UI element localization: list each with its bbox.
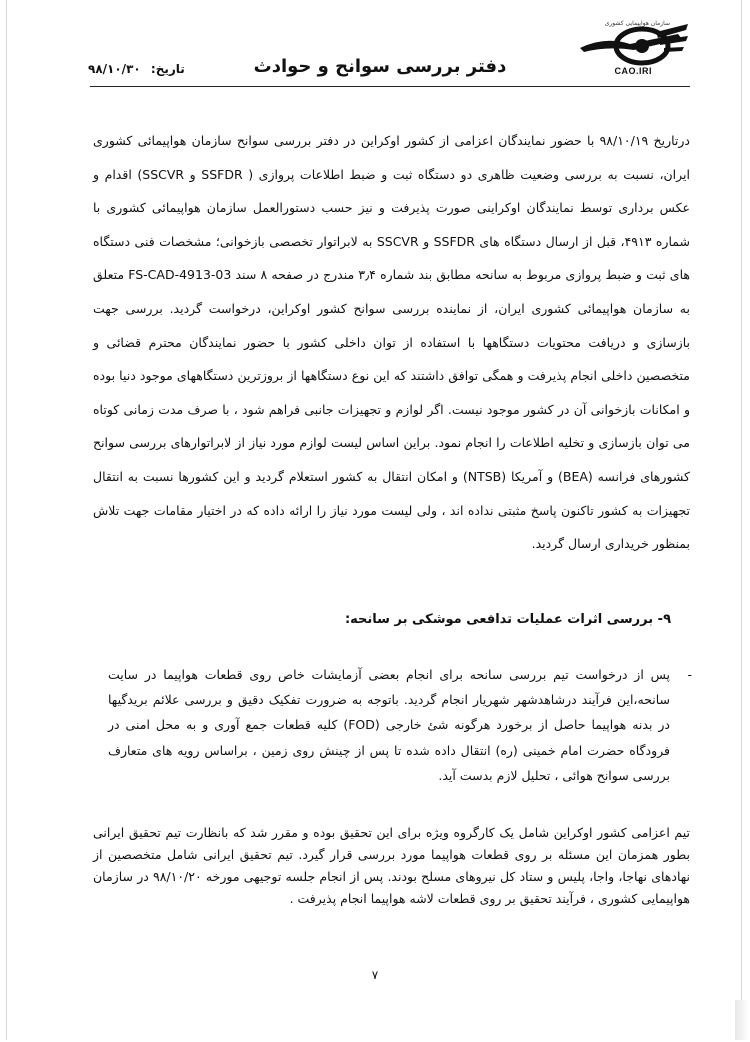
logo-caption: CAO.IRI	[614, 66, 652, 76]
bullet-item	[108, 662, 692, 788]
date-block	[88, 62, 185, 76]
section-title: بررسی اثرات عملیات تدافعی موشکی بر سانحه:	[344, 612, 654, 627]
paragraph-recorders-examination: درتاریخ ۹۸/۱۰/۱۹ با حضور نمایندگان اعزامی از کشور اوکراین در دفتر بررسی سوانح سازمان هواپیمائی کشوری ایران، نسبت به بررسی وضعیت ظاهری دو دستگاه ثبت و ضبط اطلاعات پروازی ( SSFDR و SSCVR) اقدام و عکس برداری توسط نمایندگان اوکراینی صورت پذیرفت و نیز حسب دستورالعمل سازمان هواپیمائی کشوری با شماره ۴۹۱۳، قبل از ارسال دستگاه های SSFDR و SSCVR به لابراتوار تخصصی بازخوانی؛ مشخصات فنی دستگاه های ثبت و ضبط پروازی مربوط به سانحه مطابق بند شماره ۳٫۴ مندرج در صفحه ۸ سند FS-CAD-4913-03 متعلق به سازمان هواپیمائی کشوری ایران، از نماینده بررسی سوانح کشور اوکراین، درخواست گردید. بررسی جهت بازسازی و دریافت محتویات دستگاهها با استفاده از توان داخلی کشور با حضور نمایندگان محترم قضائی و متخصصین داخلی انجام پذیرفت و همگی توافق داشتند که این نوع دستگاهها از بروزترین دستگاههای موجود دنیا بوده و امکانات بازخوانی آن در کشور موجود نیست. اگر لوازم و تجهیزات جانبی فراهم شود ، با صرف مدت زمانی کوتاه می توان بازسازی و تخلیه اطلاعات را انجام نمود. براین اساس لیست لوازم مورد نیاز از لابراتوارهای بررسی سوانح کشورهای فرانسه (BEA) و آمریکا (NTSB) و امکان انتقال به کشور استعلام گردید و این کشورها نسبت به انتقال تجهیزات به کشور تاکنون پاسخ مثبتی نداده اند ، ولی لیست مورد نیاز را ارائه داده که در اختیار مقامات جهت تلاش بمنظور خریداری ارسال گردید.	[93, 133, 691, 552]
bullet-marker: -	[687, 667, 692, 682]
section-9-heading	[93, 612, 671, 627]
bullet-text: پس از درخواست تیم بررسی سانحه برای انجام بعضی آزمایشات خاص روی قطعات هواپیما در سایت سانحه،این فرآیند درشاهدشهر شهریار انجام گردید. باتوجه به ضرورت تفکیک دقیق و بررسی علائم بریدگیها در بدنه هواپیما حاصل از برخورد هرگونه شئ خارجی (FOD) کلیه قطعات جمع آوری و به محل امنی در فرودگاه حضرت امام خمینی (ره) انتقال داده شده تا پس از چینش روی زمین ، براساس رویه های متعارف بررسی سوانح هوائی ، تحلیل لازم بدست آید.	[108, 667, 670, 783]
header-divider	[90, 86, 690, 87]
page-number: ۷	[371, 968, 379, 982]
section-number: ۹-	[657, 612, 671, 627]
office-title: دفتر بررسی سوانح و حوادث	[253, 56, 507, 77]
letterhead	[80, 18, 690, 88]
date-label: تاریخ:	[150, 62, 185, 76]
page-edge-shadow	[735, 1000, 749, 1040]
date-value: ۹۸/۱۰/۳۰	[88, 62, 141, 76]
logo-organization-text: سازمان هواپیمایی کشوری	[604, 20, 670, 27]
paragraph-investigation-team: تیم اعزامی کشور اوکراین شامل یک کارگروه ویژه برای این تحقیق بوده و مقرر شد که بانظارت تیم تحقیق ایرانی بطور همزمان این مسئله بر روی قطعات هواپیما مورد بررسی قرار گیرد. تیم تحقیق ایرانی شامل متخصصین از نهادهای نهاجا، واجا، پلیس و ستاد کل نیروهای مسلح بودند. پس از انجام جلسه توجیهی مورخه ۹۸/۱۰/۲۰ در سازمان هواپیمایی کشوری ، فرآیند تحقیق بر روی قطعات لاشه هواپیما انجام پذیرفت .	[93, 825, 690, 906]
